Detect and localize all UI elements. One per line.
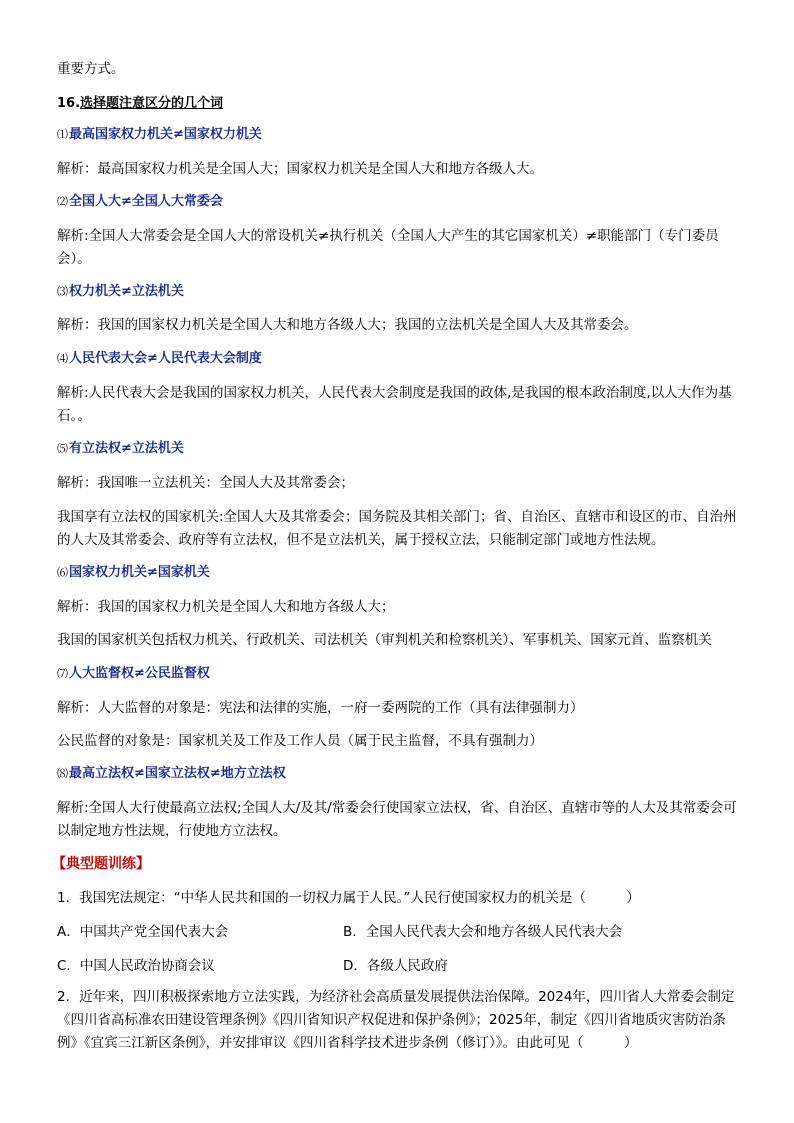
- distinction-heading-1: [57, 125, 739, 145]
- distinction-number: ⑴: [57, 128, 68, 141]
- distinction-number: ⑸: [57, 442, 68, 455]
- distinction-heading-8: [57, 764, 739, 784]
- item16-number: 16.: [57, 96, 81, 111]
- distinction-explanation-4: 解析:人民代表大会是我国的国家权力机关，人民代表大会制度是我国的政体,是我国的根本政治制度,以人大作为基石。。: [57, 385, 732, 424]
- distinction-heading-2: [57, 192, 739, 212]
- question-1-option-c[interactable]: C．中国人民政治协商会议: [57, 958, 215, 974]
- distinction-explanation-6a: 解析：我国的国家权力机关是全国人大和地方各级人大；: [57, 599, 395, 615]
- question-2-stem: 2．近年来，四川积极探索地方立法实践，为经济社会高质量发展提供法治保障。2024年，四川省人大常委会制定《四川省高标准农田建设管理条例》《四川省知识产权促进和保护条例》；2025年，制定《四川省地质灾害防治条例》《宜宾三江新区条例》，并安排审议《四川省科学技术进步条例（修订）》。由此可见（ ）: [57, 989, 735, 1051]
- question-1-option-d[interactable]: D．各级人民政府: [343, 958, 448, 974]
- question-1-option-a[interactable]: A．中国共产党全国代表大会: [57, 924, 229, 940]
- distinction-title: 有立法权≠立法机关: [69, 441, 184, 456]
- distinction-title: 最高国家权力机关≠国家权力机关: [69, 127, 262, 142]
- distinction-heading-7: [57, 664, 739, 684]
- distinction-explanation-7b: 公民监督的对象是：国家机关及工作及工作人员（属于民主监督，不具有强制力）: [57, 733, 543, 749]
- item16-heading: [57, 94, 739, 114]
- question-1-option-b[interactable]: B．全国人民代表大会和地方各级人民代表大会: [343, 924, 623, 940]
- distinction-heading-6: [57, 563, 739, 583]
- distinction-explanation-2: 解析:全国人大常委会是全国人大的常设机关≠执行机关（全国人大产生的其它国家机关）≠职能部门（专门委员会）。: [57, 228, 719, 267]
- question-1-stem: 1．我国宪法规定：“中华人民共和国的一切权力属于人民。”人民行使国家权力的机关是（ ）: [57, 890, 640, 906]
- distinction-title: 国家权力机关≠国家机关: [69, 565, 210, 580]
- distinction-explanation-1: 解析：最高国家权力机关是全国人大；国家权力机关是全国人大和地方各级人大。: [57, 161, 543, 177]
- distinction-number: ⑹: [57, 566, 68, 579]
- intro-tail-text: 重要方式。: [57, 61, 125, 77]
- distinction-explanation-7a: 解析：人大监督的对象是：宪法和法律的实施，一府一委两院的工作（具有法律强制力）: [57, 700, 584, 716]
- distinction-heading-3: [57, 282, 739, 302]
- item16-title: 选择题注意区分的几个词: [80, 96, 224, 111]
- distinction-explanation-5a: 解析：我国唯一立法机关：全国人大及其常委会；: [57, 475, 354, 491]
- distinction-number: ⑷: [57, 352, 68, 365]
- distinction-number: ⑶: [57, 285, 68, 298]
- distinction-explanation-3: 解析：我国的国家权力机关是全国人大和地方各级人大；我国的立法机关是全国人大及其常委会。: [57, 317, 638, 333]
- distinction-heading-5: [57, 439, 739, 459]
- distinction-number: ⑻: [57, 767, 68, 780]
- distinction-number: ⑺: [57, 667, 68, 680]
- distinction-heading-4: [57, 349, 739, 369]
- distinction-title: 全国人大≠全国人大常委会: [69, 194, 223, 209]
- distinction-explanation-6b: 我国的国家机关包括权力机关、行政机关、司法机关（审判机关和检察机关）、军事机关、国家元首、监察机关: [57, 632, 712, 648]
- distinction-title: 权力机关≠立法机关: [69, 284, 184, 299]
- distinction-title: 人民代表大会≠人民代表大会制度: [69, 351, 262, 366]
- distinction-explanation-8: 解析:全国人大行使最高立法权;全国人大/及其/常委会行使国家立法权，省、自治区、直辖市等的人大及其常委会可以制定地方性法规，行使地方立法权。: [57, 800, 737, 839]
- distinction-number: ⑵: [57, 195, 68, 208]
- distinction-title: 人大监督权≠公民监督权: [69, 666, 210, 681]
- distinction-explanation-5b: 我国享有立法权的国家机关:全国人大及其常委会；国务院及其相关部门；省、自治区、直辖市和设区的市、自治州的人大及其常委会、政府等有立法权，但不是立法机关，属于授权立法，只能制定部门或地方性法规。: [57, 509, 737, 548]
- section-title: 【典型题训练】: [52, 856, 150, 872]
- distinction-title: 最高立法权≠国家立法权≠地方立法权: [69, 766, 286, 781]
